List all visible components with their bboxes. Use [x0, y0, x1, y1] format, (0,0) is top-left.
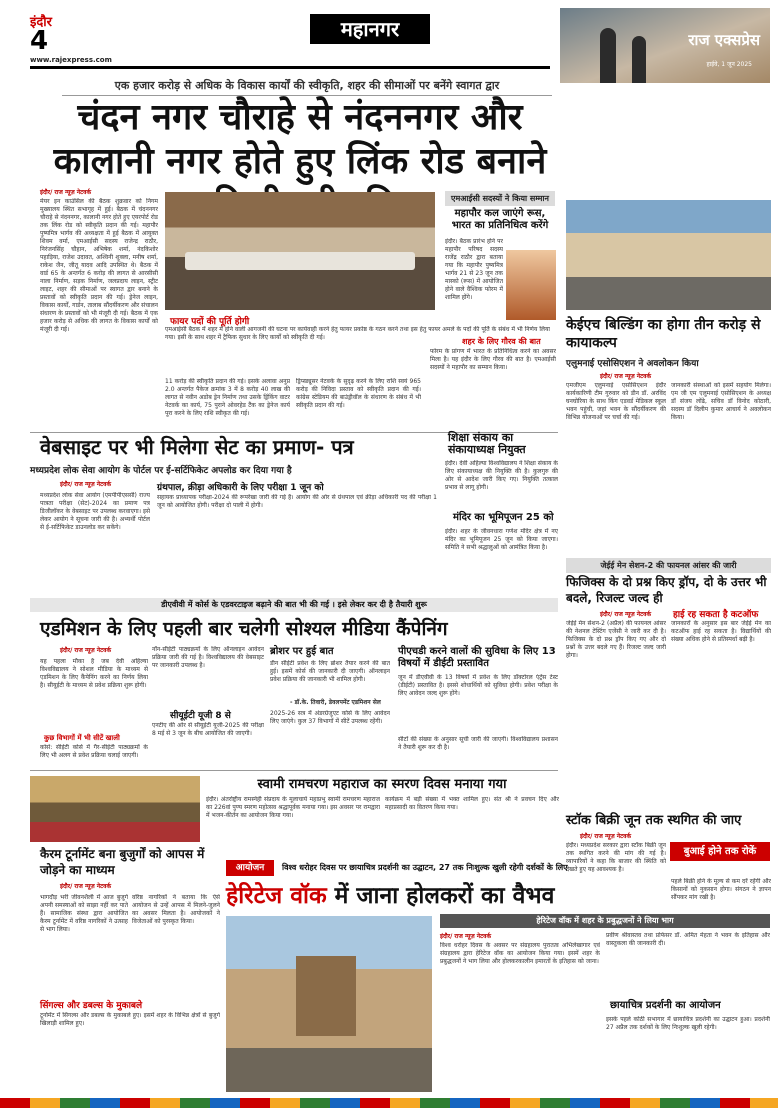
cuet-headline: सीयूईटी यूजी 8 से: [170, 711, 231, 721]
admission-col3b: 2025-26 सत्र में अंडरग्रेजुएट कोर्स के लिए आवेदन लिए जाएंगे। कुल 37 विभागों में सीटें उपलब्ध रहेंगी।: [270, 710, 390, 725]
jee-byline: इंदौर/ राज न्यूज़ नेटवर्क: [600, 611, 652, 618]
keh-body: एमजीएम एलुमनाई एसोसिएशन इंदौर कार्यकारिणी टीम गुरुवार को डीन डॉ. अरविंद घनघोरिया के साथ किंग एडवर्ड मेडिकल स्कूल भवन पहुंची, जहां भवन के सौंदर्यीकरण की विभिन्न योजनाओं पर चर्चा की गई।: [566, 382, 666, 421]
website-subhead: मध्यप्रदेश लोक सेवा आयोग के पोर्टल पर ई-सर्टिफिकेट अपलोड कर दिया गया है: [30, 466, 292, 476]
mayor-body: इंदौर। बैठक प्रारंभ होने पर महापौर परिषद सदस्य राजेंद्र राठौर द्वारा बताया गया कि महापौर पुष्यमित्र भार्गव 21 से 23 जून तक मास्को (रूस) में आयोजित होने वाले वैश्विक फोरम में शामिल होंगे।: [445, 238, 503, 301]
keh-group-photo: [566, 200, 771, 310]
table-shape: [185, 252, 415, 270]
lead-col2: 11 करोड़ की स्वीकृति प्रदान की गई। इसके अलावा अनुप्र 2.0 अन्तर्गत पैकेज क्रमांक 3 में 8 करोड़ 40 लाख की लागत से नवीन अडोब ड्रेन निर्माण तथा उसके ड्रिंकिंग वाटर नेटवर्क का कार्य, 75 पुराने ओवरहेड टैंक का ड्रेनेज कार्य पूरा करने के लिए राशि स्वीकृत की गई।: [165, 378, 290, 417]
lead-byline: इंदौर/ राज न्यूज़ नेटवर्क: [40, 189, 92, 196]
website-kicker2: ग्रंथपाल, क्रीड़ा अधिकारी के लिए परीक्षा 1 जून को: [157, 483, 324, 493]
pg-body: जून में डीएवीवी के 13 विषयों में प्रवेश के लिए डॉक्टोरल एंट्रेंस टेस्ट (डीईटी) प्रस्तावित है। इससे शोधार्थियों को सुविधा होगी। प्रवेश परीक्षा के लिए आवेदन जल्द शुरू होंगे।: [398, 674, 558, 697]
caram-byline: इंदौर/ राज न्यूज़ नेटवर्क: [60, 883, 112, 890]
pg-col2: सीटों की संख्या के अनुसार सूची जारी की जाएगी। विश्वविद्यालय प्रशासन ने तैयारी शुरू कर दी है।: [398, 736, 558, 751]
mayor-portrait: [506, 250, 556, 320]
arch-shape: [632, 36, 646, 83]
mayor-subhead: शहर के लिए गौरव की बात: [462, 337, 541, 346]
heritage-subhead: हेरिटेज वॉक में शहर के प्रबुद्धजनों ने लिया भाग: [440, 914, 770, 928]
quote-attribution: - डॉ.के. तिवारी, डेवलपमेंट एडमिशन सेल: [290, 699, 381, 706]
section-masthead: महानगर: [310, 14, 430, 44]
issue-date: हाईवे, 1 जून 2025: [706, 61, 752, 68]
swami-headline: स्वामी रामचरण महाराज का स्मरण दिवस मनाया गया: [257, 777, 507, 792]
lead-headline: चंदन नगर चौराहे से नंदननगर और कालानी नगर होते हुए लिंक रोड बनाने: [53, 97, 547, 182]
keh-headline: केईएच बिल्डिंग का होगा तीन करोड़ से कायाकल्प: [566, 317, 761, 351]
admission-headline: एडमिशन के लिए पहली बार चलेगी सोश्यल मीडिया कैंपेनिंग: [40, 618, 448, 640]
website-headline: वेबसाइट पर भी मिलेगा सेट का प्रमाण- पत्र: [40, 435, 354, 459]
heritage-photo: [226, 916, 432, 1092]
fire-caption-body: एमआईसी बैठक में शहर में होने वाली आगजनी की घटना पर कार्यवाही करने हेतु फायर प्रकोष्ठ के गठन करने तथा इस हेतु फायर अमले के पदों की पूर्ति के संबंध में भी निर्णय लिया गया। इसी के साथ शहर में ट्रैफिक सुधार के लिए कार्यों को स्वीकृति दी गई।: [165, 326, 550, 341]
jee-tag: जेईई मेन सेशन-2 की फायनल आंसर की जारी: [566, 558, 771, 573]
keh-byline: इंदौर/ राज न्यूज़ नेटवर्क: [600, 373, 652, 380]
admission-byline: इंदौर/ राज न्यूज़ नेटवर्क: [60, 647, 112, 654]
mayor-tag: एमआईसी सदस्यों ने किया सम्मान: [445, 191, 555, 206]
stock-redbox: बुआई होने तक रोकें: [670, 842, 770, 861]
heritage-headline: [226, 880, 766, 912]
swami-body: इंदौर। अंतर्राष्ट्रीय रामस्नेही संप्रदाय के मूलाचार्य महाप्रभु स्वामी रामचरण महाराज का 226वां पुण्य स्मरण महोत्सव श्रद्धापूर्वक मनाया गया। इस अवसर पर रामद्वारा में भजन-कीर्तन का आयोजन किया गया।: [206, 796, 380, 819]
caram-subhead: सिंगल्स और डबल्स के मुकाबले: [40, 1001, 143, 1011]
keh-body2: जानकारी संस्थाओं को इसमें सहयोग मिलेगा। एम जी एम एलुमनाई एसोसिएशन के अध्यक्ष डॉ संजय लोंढे, सचिव डॉ विनोद कोठारी, सदस्य डॉ दिलीप कुमार आचार्य ने अवलोकन किया।: [671, 382, 771, 421]
admission-body2: कोर्स: सीईटी कोर्स में गैर-सीईटी पाठ्यक्रमों के लिए भी अलग से प्रवेश प्रक्रिया चलाई जाएगी।: [40, 744, 148, 759]
admission-col2: नॉन-सीईटी पाठ्यक्रमों के लिए ऑनलाइन आवेदन प्रक्रिया जारी की गई है। विश्वविद्यालय की वेबसाइट पर जानकारी उपलब्ध है।: [152, 646, 264, 669]
heritage-box-headline: छायाचित्र प्रदर्शनी का आयोजन: [610, 1000, 721, 1011]
heritage-col2: प्रवीण श्रीवास्तव तथा प्रोफेसर डॉ. अमित मेहता ने भवन के इतिहास और वास्तुकला की जानकारी दी।: [606, 932, 770, 947]
caram-col2: वरिष्ठ नागरिकों ने बताया कि ऐसे आयोजन से उन्हें आपस में मिलने-जुलने का अवसर मिलता है। आयोजकों ने विजेताओं को पुरस्कृत किया।: [132, 894, 220, 925]
swami-col2: कार्यक्रम में बड़ी संख्या में भक्त शामिल हुए। संत श्री ने प्रवचन दिए और महाप्रसादी का वितरण किया गया।: [385, 796, 559, 811]
stock-byline: इंदौर/ राज न्यूज़ नेटवर्क: [580, 833, 632, 840]
color-footer-strip: [0, 1098, 778, 1108]
heritage-kicker: विश्व धरोहर दिवस पर छायाचित्र प्रदर्शनी का उद्घाटन, 27 तक निःशुल्क खुली रहेगी दर्शकों के लिए: [282, 863, 568, 872]
mayor-headline: महापौर कल जाएंगे रूस, भारत का प्रतिनिधित्व करेंगे: [451, 208, 549, 231]
arch-shape: [600, 28, 616, 83]
building-shape: [296, 956, 356, 1036]
jee-subhead: हाई रह सकता है कटऑफ: [673, 610, 759, 620]
shiksha-body: इंदौर। देवी अहिल्या विश्वविद्यालय ने शिक्षा संकाय के लिए संकायाध्यक्ष की नियुक्ति की है। कुलगुरु की ओर से आदेश जारी किए गए। नियुक्ति तत्काल प्रभाव से लागू होगी।: [445, 460, 558, 491]
stock-body2: पहले बिक्री होने के मूल्य से कम दरें रहेंगी और किसानों को नुकसान होगा। संगठन ने ज्ञापन सौंपकर मांग रखी है।: [671, 878, 771, 901]
jee-headline: फिजिक्स के दो प्रश्न किए ड्रॉप, दो के उत्तर भी बदले, रिजल्ट जल्द ही: [566, 575, 767, 605]
page-number: 4: [30, 26, 49, 56]
website-byline: इंदौर/ राज न्यूज़ नेटवर्क: [60, 481, 112, 488]
website-body: मध्यप्रदेश लोक सेवा आयोग (एमपीपीएससी) राज्य पात्रता परीक्षा (सेट)-2024 का प्रमाण पत्र डिजीलॉकर के वेबसाइट पर उपलब्ध करवाएगा। इसे लेकर आयोग ने सूचना जारी की है। अभ्यर्थी पोर्टल से ई-सर्टिफिकेट डाउनलोड कर सकेंगे।: [40, 492, 150, 531]
header-rule: [30, 66, 550, 69]
admission-banner: डीएवीवी में कोर्स के एडवरटाइज बढ़ाने की बात भी की गई । इसे लेकर कर दी है तैयारी शुरू: [30, 598, 558, 612]
mayor-body2: फोरम के प्रांगण में भारत के प्रतिनिधित्व करने का अवसर मिला है। यह इंदौर के लिए गौरव की बात है। एमआईसी सदस्यों ने महापौर का सम्मान किया।: [430, 348, 556, 371]
brand-logo: राज एक्सप्रेस: [688, 31, 760, 49]
heritage-box-body: इसके पहले कोठी सभागार में छायाचित्र प्रदर्शनी का उद्घाटन हुआ। प्रदर्शनी 27 अप्रैल तक दर्शकों के लिए निःशुल्क खुली रहेगी।: [606, 1016, 770, 1031]
website-link[interactable]: www.rajexpress.com: [30, 56, 112, 64]
website-body2: सहायक प्राध्यापक परीक्षा-2024 की रूपरेखा जारी की गई है। आयोग की ओर से ग्रंथपाल एवं क्रीड़ा अधिकारी पद की परीक्षा 1 जून को आयोजित होगी। परीक्षा दो पाली में होगी।: [157, 494, 437, 509]
admission-body: यह पहला मौका है जब देवी अहिल्या विश्वविद्यालय ने सोशल मीडिया के माध्यम से एडमिशन के लिए कैंपेनिंग करने का निर्णय लिया है। सीयूईटी के माध्यम से प्रवेश प्रक्रिया शुरू होगी।: [40, 658, 148, 689]
mandir-body: इंदौर। शहर के जीवनधारा गणेश मंदिर क्षेत्र में नए मंदिर का भूमिपूजन 25 जून को किया जाएगा। समिति ने सभी श्रद्धालुओं को आमंत्रित किया है।: [445, 528, 558, 551]
lead-col3: ड्रिप्स्ड्यूसर नेटवर्क के सुदृढ़ करने के लिए राशि स्वयं 965 करोड़ की निविदा प्रस्ताव को स्वीकृति प्रदान की गई। कांग्रेस स्टेडियम की बाउंड्रीवॉल के संधारण के संबंध में भी स्वीकृति प्रदान की गई।: [296, 378, 421, 409]
mandir-headline: मंदिर का भूमिपूजन 25 को: [453, 512, 554, 523]
stock-headline: स्टॉक बिक्री जून तक स्थगित की जाए: [566, 813, 742, 828]
meeting-photo: [165, 192, 435, 310]
pg-headline: पीएचडी करने वालों की सुविधा के लिए 13 विषयों में डीईटी प्रस्तावित: [398, 646, 556, 669]
caram-headline: कैरम टूर्नामेंट बना बुजुर्गों को आपस में जोड़ने का माध्यम: [40, 847, 205, 877]
brochure-headline: ब्रोशर पर हुई बात: [270, 646, 334, 657]
admission-subhead: कुछ विभागों में भी सीटें खाली: [44, 734, 120, 742]
heritage-headline-rest: में जाना होलकरों का वैभव: [334, 883, 555, 909]
brochure-body: डीन सीईटी प्रवेश के लिए ब्रोशर तैयार करने की बात हुई। इसमें कोर्स की जानकारी दी जाएगी। ऑनलाइन प्रवेश प्रक्रिया की जानकारी भी शामिल होगी।: [270, 660, 390, 683]
heritage-label: आयोजन: [226, 860, 274, 876]
shiksha-headline: शिक्षा संकाय का संकायाध्यक्ष नियुक्त: [448, 431, 526, 456]
lead-body: मेयर इन काउंसिल की बैठक शुक्रवार को निगम मुख्यालय स्थित सभागृह में हुई। बैठक में चंदननगर चौराहे से नंदननगर, कालानी नगर होते हुए एयरपोर्ट रोड तक लिंक रोड को स्वीकृति प्रदान की गई। महापौर पुष्यमित्र भार्गव की अध्यक्षता में हुई बैठक में आयुक्त शिवम वर्मा, एमआईसी सदस्य राजेन्द्र राठौर, निरंजनसिंह चौहान, अभिषेक शर्मा, नंदकिशोर पहाड़िया, राजेश उदावत, अश्विनी शुक्ला, मनीष शर्मा, राकेश जैन, जीतू यादव आदि उपस्थित थे। बैठक में वार्ड 65 के अन्तर्गत 6 करोड़ की लागत से आरसीसी नाला निर्माण, सड़क निर्माण, जलप्रदाय लाइन, स्ट्रीट लाइट, शहर की सीमाओं पर स्वागत द्वार बनाने के प्रस्तावों को स्वीकृति प्रदान की गई। ड्रेनेज लाइन, विकास कार्यों, गार्डन, तालाब सौंदर्यीकरण और संचालन संधारण के प्रस्तावों को भी मंजूरी दी गई। बैठक में एक हजार करोड़ से अधिक की लागत के विकास कार्यों को मंजूरी दी गई।: [40, 198, 158, 333]
heritage-body: विश्व धरोहर दिवस के अवसर पर संग्रहालय पुरातत्व अभिलेखागार एवं संग्रहालय द्वारा हेरिटेज वॉक का आयोजन किया गया। इसमें शहर के प्रबुद्धजनों ने भाग लिया और होलकरकालीन इमारतों के इतिहास को जाना।: [440, 942, 600, 965]
caram-body: भागदौड़ भरी जीवनशैली में आज बुजुर्ग अपनी समस्याओं को साझा नहीं कर पाते हैं। सामाजिक संस्था द्वारा आयोजित कैरम टूर्नामेंट में वरिष्ठ नागरिकों ने उत्साह से भाग लिया।: [40, 894, 128, 933]
cuet-body: एनटीए की ओर से सीयूईटी यूजी-2025 की परीक्षा 8 मई से 3 जून के बीच आयोजित की जाएगी।: [152, 722, 264, 737]
caram-photo: [30, 776, 200, 842]
jee-body: जेईई मेन सेशन-2 (अप्रैल) की फायनल आंसर की नेशनल टेस्टिंग एजेंसी ने जारी कर दी है। फिजिक्स के दो प्रश्न ड्रॉप किए गए और दो प्रश्नों के उत्तर बदले गए हैं। रिजल्ट जल्द जारी होगा।: [566, 620, 666, 659]
jee-body2: जानकारों के अनुसार इस बार जेईई मेन का कटऑफ हाई रह सकता है। विद्यार्थियों की संख्या अधिक होने से प्रतिस्पर्धा बढ़ी है।: [671, 620, 771, 643]
fire-caption-title: फायर पदों की पूर्ति होगी: [170, 317, 250, 327]
lead-kicker: एक हजार करोड़ से अधिक के विकास कार्यों की स्वीकृति, शहर की सीमाओं पर बनेंगे स्वागत द्वार: [62, 78, 552, 96]
heritage-byline: इंदौर/ राज न्यूज़ नेटवर्क: [440, 933, 492, 940]
caram-body2: टूर्नामेंट में सिंगल्स और डबल्स के मुकाबले हुए। इसमें शहर के विभिन्न क्षेत्रों से बुजुर्ग खिलाड़ी शामिल हुए।: [40, 1012, 220, 1027]
keh-subhead: एलुमनाई एसोसिएशन ने अवलोकन किया: [566, 359, 699, 369]
divider: [30, 770, 558, 771]
stock-body: इंदौर। मध्यप्रदेश सरकार द्वारा स्टॉक बिक्री जून तक स्थगित करने की मांग की गई है। व्यापारियों ने कहा कि बाजार की स्थिति को देखते हुए यह आवश्यक है।: [566, 842, 666, 873]
heritage-headline-red: हेरिटेज वॉक: [226, 883, 327, 909]
header-photo: [560, 8, 770, 83]
city-label: इंदौर: [30, 15, 52, 30]
